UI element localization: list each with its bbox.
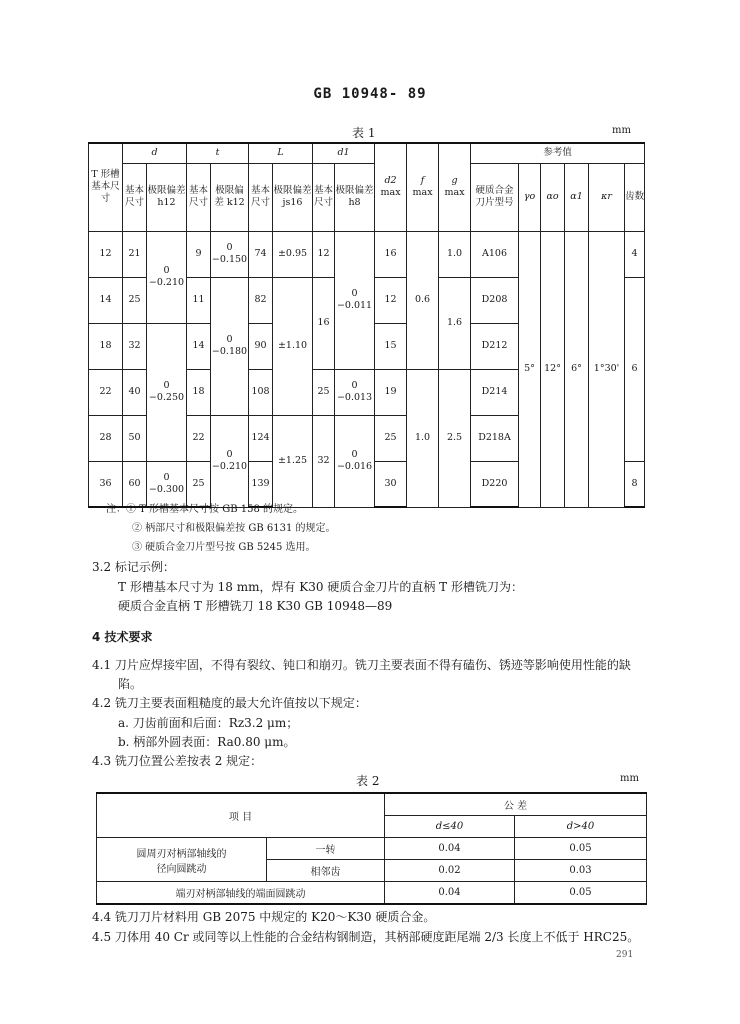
para-4-3: 4.3 铣刀位置公差按表 2 规定： (92, 754, 263, 768)
para-4-2-a: a. 刀齿前面和后面：Rz3.2 μm； (118, 716, 299, 730)
standard-header: GB 10948- 89 (313, 86, 427, 102)
t2-tolerance-header: 公 差 (385, 793, 647, 816)
table1-unit: mm (612, 125, 631, 136)
cell-L: 82 (249, 277, 273, 323)
cell-d: 50 (123, 415, 147, 461)
table2-caption: 表 2 (356, 774, 380, 788)
cell-L: 139 (249, 461, 273, 507)
cell-d1-tol: 0 −0.013 (335, 369, 375, 415)
d2-max: max (380, 187, 401, 199)
cell-d1-tol: 0 −0.011 (335, 231, 375, 369)
table-row (97, 882, 647, 905)
cell-t-tol: 0 −0.180 (211, 277, 249, 415)
para-4-4: 4.4 铣刀刀片材料用 GB 2075 中规定的 K20～K30 硬质合金。 (92, 910, 436, 924)
cell-t-tol: 0 −0.210 (211, 415, 249, 507)
cell-carbide: A106 (471, 231, 519, 277)
t2-axial-runout-label: 端刃对柄部轴线的端面圆跳动 (97, 882, 385, 905)
cell-L-tol: ±1.10 (273, 277, 313, 415)
table1-caption: 表 1 (352, 126, 376, 140)
cell-f: 1.0 (407, 369, 439, 507)
cell-slot: 22 (89, 369, 123, 415)
cell-g: 2.5 (439, 369, 471, 507)
cell-t: 22 (187, 415, 211, 461)
cell-d-tol: 0 −0.210 (147, 231, 187, 323)
cell-d1-tol: 0 −0.016 (335, 415, 375, 507)
para-4-5: 4.5 刀体用 40 Cr 或同等以上性能的合金结构钢制造，其柄部硬度距尾端 2/3 长度上不低于 HRC25。 (92, 930, 640, 944)
cell-d1: 25 (313, 369, 335, 415)
col-header-L: L (277, 147, 284, 159)
cell-slot: 36 (89, 461, 123, 507)
d-tolerance: 极限偏差 h12 (147, 163, 187, 231)
note-1: 注：① T 形槽基本尺寸按 GB 158 的规定。 (106, 504, 303, 515)
kr-header: κr (601, 191, 612, 203)
col-header-d1: d1 (337, 147, 350, 159)
cell-d: 60 (123, 461, 147, 507)
alpha-header: αo (546, 191, 559, 203)
t-tolerance: 极限偏差 k12 (211, 163, 249, 231)
cell-alpha: 12° (541, 231, 565, 507)
cell-teeth: 6 (625, 277, 645, 461)
cell-d2: 15 (375, 323, 407, 369)
cell-t: 25 (187, 461, 211, 507)
t2-cell: 0.02 (385, 860, 515, 882)
t2-radial-runout-label: 圆周刃对柄部轴线的 径向圆跳动 (97, 838, 267, 882)
cell-carbide: D218A (471, 415, 519, 461)
cell-slot: 14 (89, 277, 123, 323)
cell-d2: 30 (375, 461, 407, 507)
para-4-1: 4.1 刀片应焊接牢固，不得有裂纹、钝口和崩刃。铣刀主要表面不得有磕伤、锈迹等影响使用性能的缺 (92, 658, 631, 672)
cell-d2: 19 (375, 369, 407, 415)
col-header-d2: d2 (384, 175, 397, 187)
table-row (97, 838, 647, 860)
table-row (89, 231, 645, 277)
marking-example-line1: T 形槽基本尺寸为 18 mm，焊有 K30 硬质合金刀片的直柄 T 形槽铣刀为： (118, 580, 523, 594)
section-4-title: 4 技术要求 (92, 630, 153, 644)
dimension-table (88, 142, 645, 508)
cell-carbide: D212 (471, 323, 519, 369)
cell-kr: 1°30' (589, 231, 625, 507)
cell-d1: 12 (313, 231, 335, 277)
t-basic: 基本尺寸 (187, 163, 211, 231)
marking-example-line2: 硬质合金直柄 T 形槽铣刀 18 K30 GB 10948—89 (118, 599, 393, 613)
col-header-t: t (215, 147, 220, 159)
cell-carbide: D208 (471, 277, 519, 323)
note-3: ③ 硬质合金刀片型号按 GB 5245 选用。 (132, 542, 316, 553)
t2-cell: 0.05 (515, 838, 647, 860)
t2-cell: 0.04 (385, 882, 515, 905)
table2-unit: mm (620, 773, 639, 784)
t2-d-gt-40: d>40 (566, 821, 595, 832)
cell-teeth: 4 (625, 231, 645, 277)
t2-item-header: 项 目 (97, 793, 385, 838)
L-basic: 基本尺寸 (249, 163, 273, 231)
cell-g: 1.6 (439, 277, 471, 369)
cell-f: 0.6 (407, 231, 439, 369)
t2-one-rev: 一转 (267, 838, 385, 860)
cell-d-tol: 0 −0.300 (147, 461, 187, 507)
cell-slot: 28 (89, 415, 123, 461)
col-header-slot-size: T 形槽基本尺寸 (89, 143, 123, 231)
t2-adjacent-teeth: 相邻齿 (267, 860, 385, 882)
cell-carbide: D214 (471, 369, 519, 415)
cell-t: 14 (187, 323, 211, 369)
cell-d: 25 (123, 277, 147, 323)
section-3-2-title: 3.2 标记示例： (92, 560, 175, 574)
cell-gamma: 5° (519, 231, 541, 507)
para-4-2: 4.2 铣刀主要表面粗糙度的最大允许值按以下规定： (92, 696, 367, 710)
cell-d: 40 (123, 369, 147, 415)
d1-basic: 基本尺寸 (313, 163, 335, 231)
cell-teeth: 8 (625, 461, 645, 507)
para-4-1-cont: 陷。 (118, 677, 143, 691)
teeth-header: 齿数 (625, 163, 645, 231)
carbide-header: 硬质合金刀片型号 (471, 163, 519, 231)
t2-cell: 0.03 (515, 860, 647, 882)
cell-d2: 16 (375, 231, 407, 277)
cell-alpha1: 6° (565, 231, 589, 507)
cell-L: 108 (249, 369, 273, 415)
t2-cell: 0.04 (385, 838, 515, 860)
cell-t: 9 (187, 231, 211, 277)
cell-d: 32 (123, 323, 147, 369)
cell-L: 74 (249, 231, 273, 277)
cell-d1: 16 (313, 277, 335, 369)
alpha1-header: α1 (570, 191, 583, 203)
cell-d-tol: 0 −0.250 (147, 323, 187, 461)
cell-d2: 25 (375, 415, 407, 461)
para-4-2-b: b. 柄部外圆表面：Ra0.80 μm。 (118, 735, 296, 749)
g-max: max (444, 187, 465, 199)
cell-d1: 32 (313, 415, 335, 507)
cell-d: 21 (123, 231, 147, 277)
t2-cell: 0.05 (515, 882, 647, 905)
cell-L: 90 (249, 323, 273, 369)
cell-g: 1.0 (439, 231, 471, 277)
cell-L: 124 (249, 415, 273, 461)
note-2: ② 柄部尺寸和极限偏差按 GB 6131 的规定。 (132, 523, 336, 534)
d1-tolerance: 极限偏差 h8 (335, 163, 375, 231)
cell-L-tol: ±0.95 (273, 231, 313, 277)
cell-slot: 18 (89, 323, 123, 369)
f-max: max (412, 187, 433, 199)
gamma-header: γo (523, 191, 536, 203)
col-header-g: g (451, 175, 458, 187)
cell-d2: 12 (375, 277, 407, 323)
cell-t: 11 (187, 277, 211, 323)
col-header-reference: 参考值 (471, 143, 645, 163)
cell-slot: 12 (89, 231, 123, 277)
col-header-d: d (151, 147, 158, 159)
cell-carbide: D220 (471, 461, 519, 507)
d-basic: 基本尺寸 (123, 163, 147, 231)
L-tolerance: 极限偏差 js16 (273, 163, 313, 231)
cell-t-tol: 0 −0.150 (211, 231, 249, 277)
cell-t: 18 (187, 369, 211, 415)
col-header-f: f (420, 175, 425, 187)
page-number: 291 (616, 950, 634, 960)
position-tolerance-table (96, 792, 647, 905)
cell-L-tol: ±1.25 (273, 415, 313, 507)
t2-d-le-40: d≤40 (435, 821, 464, 832)
